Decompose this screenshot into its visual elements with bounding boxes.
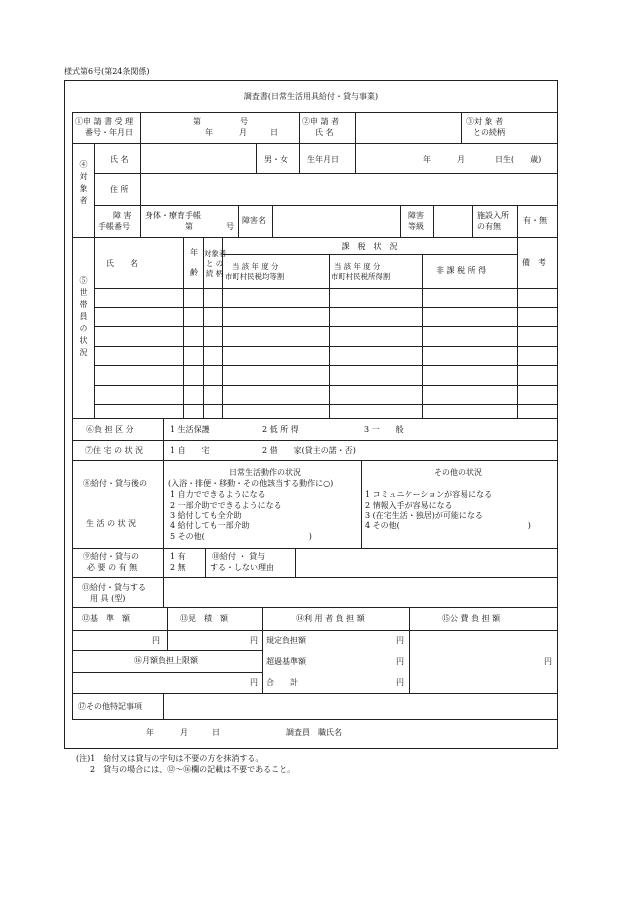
household-section-label: ⑤世帯員の状況 — [79, 276, 88, 360]
applicant-label-2: 氏 名 — [315, 128, 334, 137]
household-name-col: 氏 名 — [106, 259, 138, 268]
public-burden-yen: 円 — [544, 657, 552, 666]
grade-label-2: 等級 — [408, 222, 424, 231]
grade-label: 障害 — [408, 211, 424, 220]
other-notes-label: ⑰その他特記事項 — [78, 702, 142, 711]
adl-title: 日常生活動作の状況 — [229, 468, 301, 477]
estimate-amount-label: ⑬見 積 額 — [180, 614, 228, 623]
birth-month: 月 — [457, 155, 465, 164]
estimate-yen: 円 — [250, 636, 258, 645]
excess-standard-label: 超過基準額 — [266, 657, 306, 666]
necessity-label: ⑨給付・貸与の — [83, 552, 139, 561]
total-yen: 円 — [396, 678, 404, 687]
reason-label-2: する・しない理由 — [210, 563, 274, 572]
equipment-label-2: 用 具 (型) — [90, 594, 126, 603]
regular-burden-yen: 円 — [396, 636, 404, 645]
form-number: 様式第6号(第24条関係) — [64, 67, 150, 76]
other-item-1[interactable]: 1 コミュニケーションが容易になる — [365, 490, 493, 499]
burden-opt-1[interactable]: 1 生活保護 — [170, 425, 210, 434]
receipt-dai: 第 — [193, 117, 201, 126]
birth-label: 生年月日 — [307, 155, 339, 164]
signature-month: 月 — [180, 728, 188, 737]
target-name-label: 氏 名 — [110, 155, 129, 164]
burden-opt-2[interactable]: 2 低 所 得 — [262, 425, 299, 434]
other-item-4[interactable]: 4 その他( ) — [365, 521, 531, 530]
target-section-label: ④対象者 — [79, 160, 88, 208]
receipt-label: ①申 請 書 受 理 — [75, 117, 134, 126]
equipment-label: ⑪給付・貸与する — [82, 583, 146, 592]
remarks-col: 備 考 — [522, 258, 546, 267]
other-status-title: その他の状況 — [434, 468, 482, 477]
user-burden-label: ⑭利 用 者 負 担 額 — [296, 614, 365, 623]
birth-year: 年 — [423, 155, 431, 164]
adl-item-1[interactable]: 1 自力でできるようになる — [170, 490, 266, 499]
standard-amount-label: ⑫基 準 額 — [82, 614, 130, 623]
adl-item-4[interactable]: 4 給付しても一部介助 — [170, 521, 250, 530]
housing-opt-1[interactable]: 1 自 宅 — [170, 446, 210, 455]
total-label: 合 計 — [266, 678, 298, 687]
regular-burden-label: 規定負担額 — [266, 636, 306, 645]
adl-item-3[interactable]: 3 給付しても全介助 — [170, 511, 242, 520]
handbook-label: 障 害 — [113, 211, 132, 220]
handbook-dai: 第 — [185, 222, 193, 231]
necessity-opt-1[interactable]: 1 有 — [170, 552, 186, 561]
receipt-go: 号 — [240, 117, 248, 126]
standard-yen: 円 — [152, 636, 160, 645]
relation-label-2: との続柄 — [473, 128, 505, 137]
tax-col-1: 当 該 年 度 分 — [232, 262, 279, 271]
note-2: 2 貸与の場合には、⑫～⑯欄の記載は不要であること。 — [90, 765, 296, 774]
other-item-3[interactable]: 3 (在宅生活・独居)が可能になる — [365, 511, 483, 520]
age-col: 年 — [190, 248, 198, 257]
receipt-year: 年 — [205, 128, 213, 137]
receipt-month: 月 — [239, 128, 247, 137]
burden-label: ⑥負 担 区 分 — [86, 425, 134, 434]
relation-col: 対象者 — [204, 249, 227, 258]
relation-col-3: 続 柄 — [206, 269, 224, 278]
life-label: ⑧給付・貸与後の — [83, 479, 147, 488]
form-table — [72, 112, 558, 720]
monthly-limit-label: ⑯月額負担上限額 — [134, 656, 198, 665]
handbook-go: 号 — [226, 222, 234, 231]
applicant-label: ②申 請 者 — [302, 117, 340, 126]
address-label: 住 所 — [110, 185, 129, 194]
reason-label: ⑩給付 ・ 貸与 — [212, 552, 266, 561]
signature-year: 年 — [146, 728, 154, 737]
relation-col-2: と の — [206, 259, 224, 268]
facility-label: 施設入所 — [477, 211, 509, 220]
handbook-label-2: 手帳番号 — [98, 222, 130, 231]
public-burden-label: ⑮公 費 負 担 額 — [442, 614, 501, 623]
note-1: (注)1 給付又は貸与の字句は不要の方を抹消する。 — [76, 754, 264, 763]
necessity-label-2: 必 要 の 有 無 — [87, 563, 138, 572]
adl-item-2[interactable]: 2 一部介助でできるようになる — [170, 501, 282, 510]
relation-label: ③対 象 者 — [466, 117, 504, 126]
age-col-2: 齢 — [190, 268, 198, 277]
gender-field[interactable]: 男・女 — [264, 155, 288, 164]
adl-subtitle: (入浴・排便・移動・その他該当する動作に○) — [168, 479, 334, 488]
necessity-opt-2[interactable]: 2 無 — [170, 563, 186, 572]
tax-col-3: 非 課 税 所 得 — [436, 266, 487, 275]
facility-value[interactable]: 有・無 — [523, 216, 547, 225]
housing-opt-2[interactable]: 2 借 家(貸主の諾・否) — [262, 446, 356, 455]
tax-col-2-2: 市町村民税所得割 — [331, 272, 391, 281]
housing-label: ⑦住 宅 の 状 況 — [85, 446, 144, 455]
facility-label-2: の有無 — [477, 222, 501, 231]
life-label-2: 生 活 の 状 況 — [86, 519, 137, 528]
birth-suffix: 日生( 歳) — [495, 155, 542, 164]
tax-col-1-2: 市町村民税均等割 — [225, 272, 285, 281]
signature-day: 日 — [212, 728, 220, 737]
tax-col-2: 当 該 年 度 分 — [334, 262, 381, 271]
handbook-type: 身体・療育手帳 — [145, 211, 201, 220]
excess-standard-yen: 円 — [396, 657, 404, 666]
tax-header: 課 税 状 況 — [341, 242, 398, 251]
burden-opt-3[interactable]: 3 一 般 — [364, 425, 404, 434]
investigator-label: 調査員 職氏名 — [286, 728, 342, 737]
receipt-day: 日 — [270, 128, 278, 137]
disability-name-label: 障害名 — [242, 216, 266, 225]
adl-item-5[interactable]: 5 その他( ) — [170, 532, 312, 541]
document-title: 調査書(日常生活用具給付・貸与事業) — [243, 92, 379, 101]
receipt-label-2: 番号・年月日 — [85, 128, 133, 137]
monthly-limit-yen: 円 — [250, 678, 258, 687]
other-item-2[interactable]: 2 情報入手が容易になる — [365, 501, 453, 510]
